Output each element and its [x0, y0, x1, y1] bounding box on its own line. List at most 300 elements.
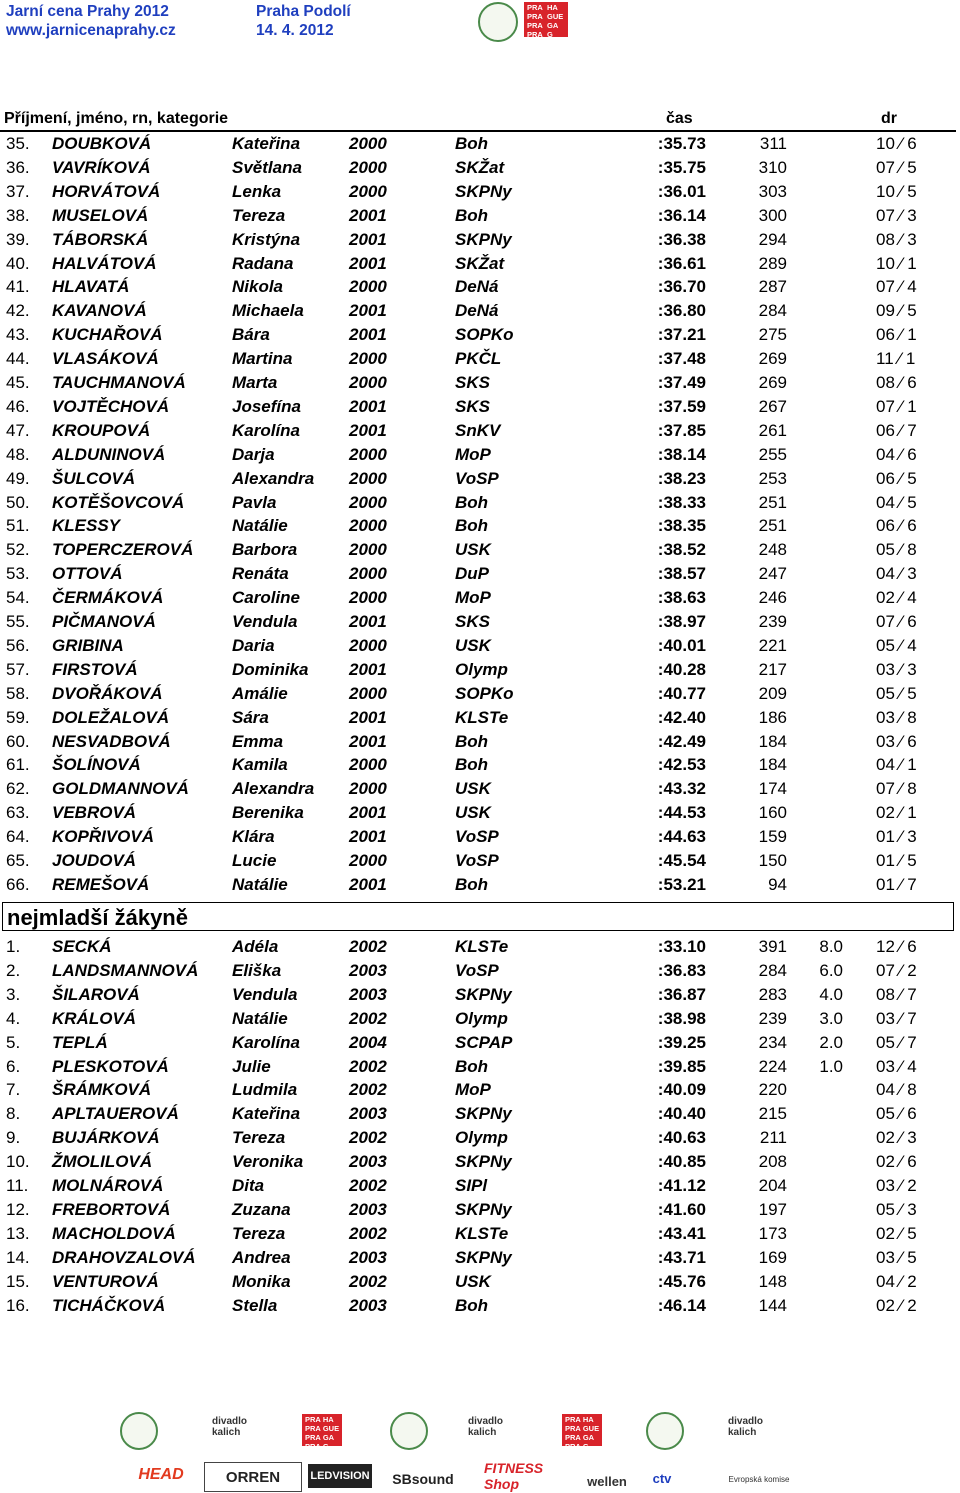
row-points: 311: [759, 134, 787, 153]
row-club: DeNá: [455, 277, 499, 297]
row-points: 159: [758, 827, 787, 847]
table-row: [0, 586, 960, 610]
row-name: Amálie: [232, 683, 288, 703]
row-rank: 44.: [6, 349, 30, 369]
row-time: :39.25: [657, 1032, 706, 1052]
row-points: 94: [768, 874, 787, 894]
row-time: :43.32: [657, 779, 706, 799]
row-rank: 42.: [6, 301, 30, 321]
praha-logo-text: PRA: [305, 1424, 321, 1433]
row-dr: 04 ⁄ 1: [876, 755, 917, 775]
row-points: 209: [758, 683, 787, 703]
row-surname: VENTUROVÁ: [52, 1271, 159, 1291]
row-points: 217: [758, 659, 787, 679]
row-name: Marta: [232, 373, 278, 392]
row-dr: 07 ⁄ 4: [876, 277, 917, 297]
row-rank: 1.: [6, 937, 21, 956]
row-year: 2000: [349, 277, 387, 297]
row-surname: GRIBINA: [52, 635, 124, 655]
row-club: Boh: [455, 1056, 489, 1076]
row-time: :40.85: [657, 1152, 706, 1172]
row-name: Berenika: [232, 803, 304, 823]
row-name: Karolína: [232, 1032, 301, 1052]
row-year: 2003: [349, 1247, 387, 1267]
praha-logo: [302, 1414, 342, 1451]
row-club: Boh: [455, 134, 489, 153]
row-surname: MACHOLDOVÁ: [52, 1223, 176, 1243]
row-dr: 03 ⁄ 6: [876, 731, 917, 751]
row-surname: FIRSTOVÁ: [52, 659, 138, 679]
row-time: :41.12: [657, 1176, 706, 1195]
row-name: Alexandra: [232, 468, 315, 488]
table-row: [0, 228, 960, 252]
row-time: :37.85: [657, 420, 706, 440]
row-rank: 43.: [6, 325, 30, 345]
row-surname: APLTAUEROVÁ: [52, 1104, 179, 1124]
row-points: 239: [758, 612, 787, 631]
row-time: :45.54: [657, 851, 706, 870]
row-year: 2001: [349, 803, 387, 823]
row-name: Klára: [232, 827, 275, 847]
row-name: Dominika: [232, 659, 309, 679]
row-club: Boh: [455, 874, 489, 894]
row-dr: 05 ⁄ 3: [876, 1199, 917, 1219]
table-row: [0, 252, 960, 276]
row-dr: 12 ⁄ 6: [876, 937, 917, 956]
row-rank: 4.: [6, 1008, 21, 1028]
row-surname: DOLEŽALOVÁ: [52, 707, 170, 727]
row-points: 300: [758, 205, 787, 225]
row-points: 247: [758, 564, 787, 584]
row-points: 248: [758, 540, 787, 560]
table-row: [0, 1007, 960, 1031]
row-year: 2000: [349, 492, 387, 512]
table-row: [0, 873, 960, 897]
praha-logo-text: PRA: [305, 1415, 321, 1424]
row-rank: 54.: [6, 588, 30, 608]
table-row: [0, 467, 960, 491]
event-date: 14. 4. 2012: [256, 22, 334, 39]
row-name: Natálie: [232, 874, 288, 894]
row-year: 2001: [349, 229, 387, 249]
row-rank: 15.: [6, 1271, 30, 1291]
row-club: SKPNy: [455, 229, 512, 249]
row-club: PKČL: [455, 349, 502, 369]
row-year: 2000: [349, 373, 387, 392]
row-dr: 04 ⁄ 5: [876, 492, 917, 512]
row-time: :40.01: [657, 635, 706, 655]
row-club: USK: [455, 635, 491, 655]
table-row: [0, 634, 960, 658]
row-time: :40.77: [657, 683, 706, 703]
row-club: SKPNy: [455, 1152, 512, 1172]
ctv-logo: ctv: [652, 1470, 672, 1486]
row-points: 197: [758, 1199, 787, 1219]
row-points: 287: [758, 277, 787, 297]
table-row: [0, 706, 960, 730]
row-rank: 53.: [6, 564, 30, 584]
row-club: KLSTe: [455, 1223, 509, 1243]
row-extra: 8.0: [819, 937, 843, 956]
row-year: 2000: [349, 134, 387, 153]
row-name: Kateřina: [232, 134, 301, 153]
row-extra: 4.0: [819, 984, 843, 1004]
row-rank: 5.: [6, 1032, 21, 1052]
row-rank: 16.: [6, 1295, 30, 1315]
row-points: 204: [758, 1176, 787, 1195]
row-rank: 60.: [6, 731, 30, 751]
row-dr: 02 ⁄ 5: [876, 1223, 917, 1243]
row-year: 2002: [349, 1223, 387, 1243]
row-time: :33.10: [657, 937, 706, 956]
table-row: [0, 825, 960, 849]
table-row: [0, 1055, 960, 1079]
row-dr: 06 ⁄ 6: [876, 516, 917, 536]
row-dr: 08 ⁄ 6: [876, 373, 917, 392]
table-row: [0, 610, 960, 634]
table-row: [0, 371, 960, 395]
praha-logo-text: PRA: [527, 12, 543, 21]
row-surname: TEPLÁ: [52, 1032, 108, 1052]
row-surname: KOPŘIVOVÁ: [52, 827, 155, 847]
row-dr: 05 ⁄ 6: [876, 1104, 917, 1124]
row-surname: MUSELOVÁ: [52, 205, 149, 225]
praha-logo-text: PRA: [305, 1433, 321, 1442]
row-club: VoSP: [455, 960, 499, 980]
table-row: [0, 1150, 960, 1174]
row-rank: 57.: [6, 659, 30, 679]
row-points: 269: [758, 373, 787, 392]
row-time: :43.71: [657, 1247, 706, 1267]
table-row: [0, 959, 960, 983]
row-club: USK: [455, 803, 491, 823]
table-row: [0, 1222, 960, 1246]
row-year: 2001: [349, 827, 387, 847]
table-row: [0, 801, 960, 825]
row-name: Barbora: [232, 540, 298, 560]
table-row: [0, 1246, 960, 1270]
row-year: 2003: [349, 960, 387, 980]
row-surname: TICHÁČKOVÁ: [52, 1295, 166, 1315]
praha-logo-text: G: [547, 30, 553, 39]
row-points: 275: [758, 325, 787, 345]
row-club: USK: [455, 779, 491, 799]
row-club: SIPl: [455, 1176, 488, 1195]
row-year: 2002: [349, 1056, 387, 1076]
table-row: [0, 777, 960, 801]
row-points: 220: [758, 1080, 787, 1100]
row-club: SKŽat: [455, 157, 505, 177]
row-time: :38.33: [657, 492, 706, 512]
row-surname: FREBORTOVÁ: [52, 1199, 171, 1219]
row-surname: VLASÁKOVÁ: [52, 349, 159, 369]
row-club: SKPNy: [455, 181, 512, 201]
row-time: :36.70: [657, 277, 706, 297]
row-dr: 03 ⁄ 8: [876, 707, 917, 727]
table-row: [0, 395, 960, 419]
table-row: [0, 1031, 960, 1055]
row-club: Boh: [455, 731, 489, 751]
table-row: [0, 1270, 960, 1294]
section-title: nejmladší žákyně: [2, 902, 954, 931]
row-points: 253: [758, 468, 787, 488]
row-surname: ŠULCOVÁ: [52, 468, 136, 488]
row-year: 2000: [349, 157, 387, 177]
row-surname: PIČMANOVÁ: [52, 612, 156, 631]
row-name: Radana: [232, 253, 294, 273]
row-time: :42.53: [657, 755, 706, 775]
praha-logo-text: PRA: [565, 1415, 581, 1424]
row-time: :43.41: [657, 1223, 706, 1243]
row-time: :40.40: [657, 1104, 706, 1124]
praha-logo-text: GA: [582, 1433, 595, 1442]
row-rank: 46.: [6, 396, 30, 416]
row-year: 2001: [349, 612, 387, 631]
row-surname: NESVADBOVÁ: [52, 731, 171, 751]
row-name: Darja: [232, 444, 275, 464]
row-year: 2003: [349, 1199, 387, 1219]
praha-logo-text: PRA: [565, 1442, 581, 1451]
row-name: Bára: [232, 325, 270, 345]
row-time: :38.63: [657, 588, 706, 608]
table-row: [0, 753, 960, 777]
row-year: 2000: [349, 588, 387, 608]
row-dr: 03 ⁄ 4: [876, 1056, 917, 1076]
row-extra: 6.0: [819, 960, 843, 980]
row-time: :38.98: [657, 1008, 706, 1028]
row-year: 2001: [349, 659, 387, 679]
row-name: Josefína: [232, 396, 301, 416]
row-time: :42.40: [657, 707, 706, 727]
row-name: Tereza: [232, 1128, 286, 1148]
club-seal-logo: [120, 1412, 158, 1450]
row-name: Vendula: [232, 984, 298, 1004]
row-year: 2000: [349, 540, 387, 560]
table-row: [0, 730, 960, 754]
row-club: SnKV: [455, 420, 501, 440]
row-rank: 52.: [6, 540, 30, 560]
row-time: :35.73: [657, 134, 706, 153]
row-club: VoSP: [455, 851, 499, 870]
row-club: Boh: [455, 1295, 489, 1315]
row-points: 261: [758, 420, 787, 440]
row-time: :37.49: [657, 373, 706, 392]
row-time: :41.60: [657, 1199, 706, 1219]
table-row: [0, 204, 960, 228]
row-dr: 02 ⁄ 2: [876, 1295, 917, 1315]
row-club: Boh: [455, 492, 489, 512]
table-row: [0, 1078, 960, 1102]
row-points: 391: [758, 937, 787, 956]
row-surname: LANDSMANNOVÁ: [52, 960, 199, 980]
row-name: Vendula: [232, 612, 298, 631]
row-name: Michaela: [232, 301, 304, 321]
row-year: 2000: [349, 755, 387, 775]
row-name: Natálie: [232, 516, 288, 536]
row-name: Světlana: [232, 157, 302, 177]
row-surname: HORVÁTOVÁ: [52, 181, 161, 201]
row-club: MoP: [455, 444, 491, 464]
row-time: :36.83: [657, 960, 706, 980]
row-name: Tereza: [232, 1223, 286, 1243]
row-club: VoSP: [455, 827, 499, 847]
row-time: :46.14: [657, 1295, 706, 1315]
row-rank: 14.: [6, 1247, 30, 1267]
row-name: Andrea: [232, 1247, 291, 1267]
row-time: :42.49: [657, 731, 706, 751]
row-club: SKPNy: [455, 1199, 512, 1219]
row-rank: 47.: [6, 420, 30, 440]
row-points: 284: [758, 960, 787, 980]
row-rank: 9.: [6, 1128, 21, 1148]
praha-logo-text: G: [582, 1442, 589, 1451]
row-club: SKS: [455, 373, 490, 392]
row-dr: 07 ⁄ 3: [876, 205, 917, 225]
event-website[interactable]: www.jarnicenaprahy.cz: [6, 22, 176, 39]
table-row: [0, 849, 960, 873]
row-dr: 02 ⁄ 4: [876, 588, 917, 608]
row-time: :37.48: [657, 349, 706, 369]
row-dr: 04 ⁄ 6: [876, 444, 917, 464]
row-points: 234: [758, 1032, 787, 1052]
row-club: SKPNy: [455, 1104, 512, 1124]
row-points: 150: [758, 851, 787, 870]
row-club: DeNá: [455, 301, 499, 321]
table-row: [0, 1174, 960, 1198]
row-dr: 03 ⁄ 2: [876, 1176, 917, 1195]
row-time: :38.52: [657, 540, 706, 560]
praha-logo-text: GUE: [547, 12, 564, 21]
row-surname: VEBROVÁ: [52, 803, 137, 823]
row-surname: ŠRÁMKOVÁ: [52, 1080, 152, 1100]
column-name-label: Příjmení, jméno, rn, kategorie: [4, 110, 229, 127]
row-time: :45.76: [657, 1271, 706, 1291]
row-rank: 38.: [6, 205, 30, 225]
club-seal-logo: [646, 1412, 684, 1450]
row-surname: TOPERCZEROVÁ: [52, 540, 194, 560]
row-year: 2000: [349, 564, 387, 584]
praha-logo-text: PRA: [305, 1442, 321, 1451]
event-title: Jarní cena Prahy 2012: [6, 3, 169, 20]
row-time: :36.14: [657, 205, 706, 225]
row-surname: TÁBORSKÁ: [52, 229, 149, 249]
row-name: Sára: [232, 707, 269, 727]
row-points: 144: [758, 1295, 787, 1315]
row-name: Veronika: [232, 1152, 304, 1172]
row-year: 2000: [349, 444, 387, 464]
row-time: :40.63: [657, 1128, 706, 1148]
row-time: :38.35: [657, 516, 706, 536]
row-rank: 63.: [6, 803, 30, 823]
row-surname: ŠILAROVÁ: [52, 984, 140, 1004]
row-rank: 45.: [6, 373, 30, 392]
row-year: 2000: [349, 779, 387, 799]
praha-logo-text: GUE: [582, 1424, 600, 1433]
row-dr: 07 ⁄ 8: [876, 779, 917, 799]
kalich-logo: divadlo kalich: [468, 1416, 504, 1438]
row-rank: 64.: [6, 827, 30, 847]
row-surname: KUCHAŘOVÁ: [52, 325, 163, 345]
row-points: 215: [758, 1104, 787, 1124]
row-name: Monika: [232, 1271, 291, 1291]
row-dr: 02 ⁄ 1: [876, 803, 917, 823]
praha-logo-text: HA: [582, 1415, 594, 1424]
row-surname: VOJTĚCHOVÁ: [52, 396, 170, 416]
row-rank: 35.: [6, 134, 30, 153]
wellen-logo: wellen: [587, 1473, 627, 1489]
row-year: 2001: [349, 253, 387, 273]
row-extra: 2.0: [819, 1032, 843, 1052]
row-rank: 62.: [6, 779, 30, 799]
praha-logo-text: GA: [547, 21, 559, 30]
head-logo: HEAD: [138, 1466, 184, 1483]
row-year: 2000: [349, 516, 387, 536]
row-club: Olymp: [455, 1128, 508, 1148]
row-time: :53.21: [657, 874, 706, 894]
table-row: [0, 180, 960, 204]
row-year: 2001: [349, 731, 387, 751]
row-year: 2003: [349, 1295, 387, 1315]
row-dr: 04 ⁄ 3: [876, 564, 917, 584]
table-row: [0, 299, 960, 323]
row-name: Ludmila: [232, 1080, 298, 1100]
row-points: 284: [758, 301, 787, 321]
row-rank: 37.: [6, 181, 30, 201]
row-rank: 65.: [6, 851, 30, 870]
row-club: SOPKo: [455, 325, 514, 345]
praha-logo-text: GUE: [322, 1424, 340, 1433]
row-dr: 03 ⁄ 5: [876, 1247, 917, 1267]
row-club: SCPAP: [455, 1032, 513, 1052]
column-time-label: čas: [666, 110, 693, 127]
row-name: Caroline: [232, 588, 301, 608]
praha-logo-text: GA: [322, 1433, 335, 1442]
row-club: DuP: [455, 564, 489, 584]
row-year: 2004: [349, 1032, 387, 1052]
row-time: :39.85: [657, 1056, 706, 1076]
row-dr: 05 ⁄ 7: [876, 1032, 917, 1052]
row-rank: 12.: [6, 1199, 30, 1219]
row-surname: VAVRÍKOVÁ: [52, 157, 151, 177]
row-club: SKPNy: [455, 984, 512, 1004]
row-year: 2002: [349, 1080, 387, 1100]
row-dr: 06 ⁄ 7: [876, 420, 917, 440]
row-rank: 48.: [6, 444, 30, 464]
row-club: SKS: [455, 396, 490, 416]
row-year: 2001: [349, 707, 387, 727]
table-row: [0, 275, 960, 299]
row-points: 294: [758, 229, 787, 249]
row-name: Renáta: [232, 564, 289, 584]
row-dr: 10 ⁄ 5: [876, 181, 917, 201]
row-year: 2002: [349, 1176, 387, 1195]
event-header-mid: [256, 2, 351, 40]
row-points: 148: [758, 1271, 787, 1291]
row-extra: 1.0: [819, 1056, 843, 1076]
row-club: SKŽat: [455, 253, 505, 273]
row-dr: 07 ⁄ 6: [876, 612, 917, 631]
row-time: :36.38: [657, 229, 706, 249]
row-rank: 2.: [6, 960, 21, 980]
row-surname: REMEŠOVÁ: [52, 874, 150, 894]
event-header-left: [6, 2, 176, 40]
row-club: USK: [455, 540, 491, 560]
row-rank: 41.: [6, 277, 30, 297]
row-year: 2000: [349, 683, 387, 703]
event-location: Praha Podolí: [256, 3, 351, 20]
row-club: KLSTe: [455, 937, 509, 956]
row-name: Stella: [232, 1295, 278, 1315]
